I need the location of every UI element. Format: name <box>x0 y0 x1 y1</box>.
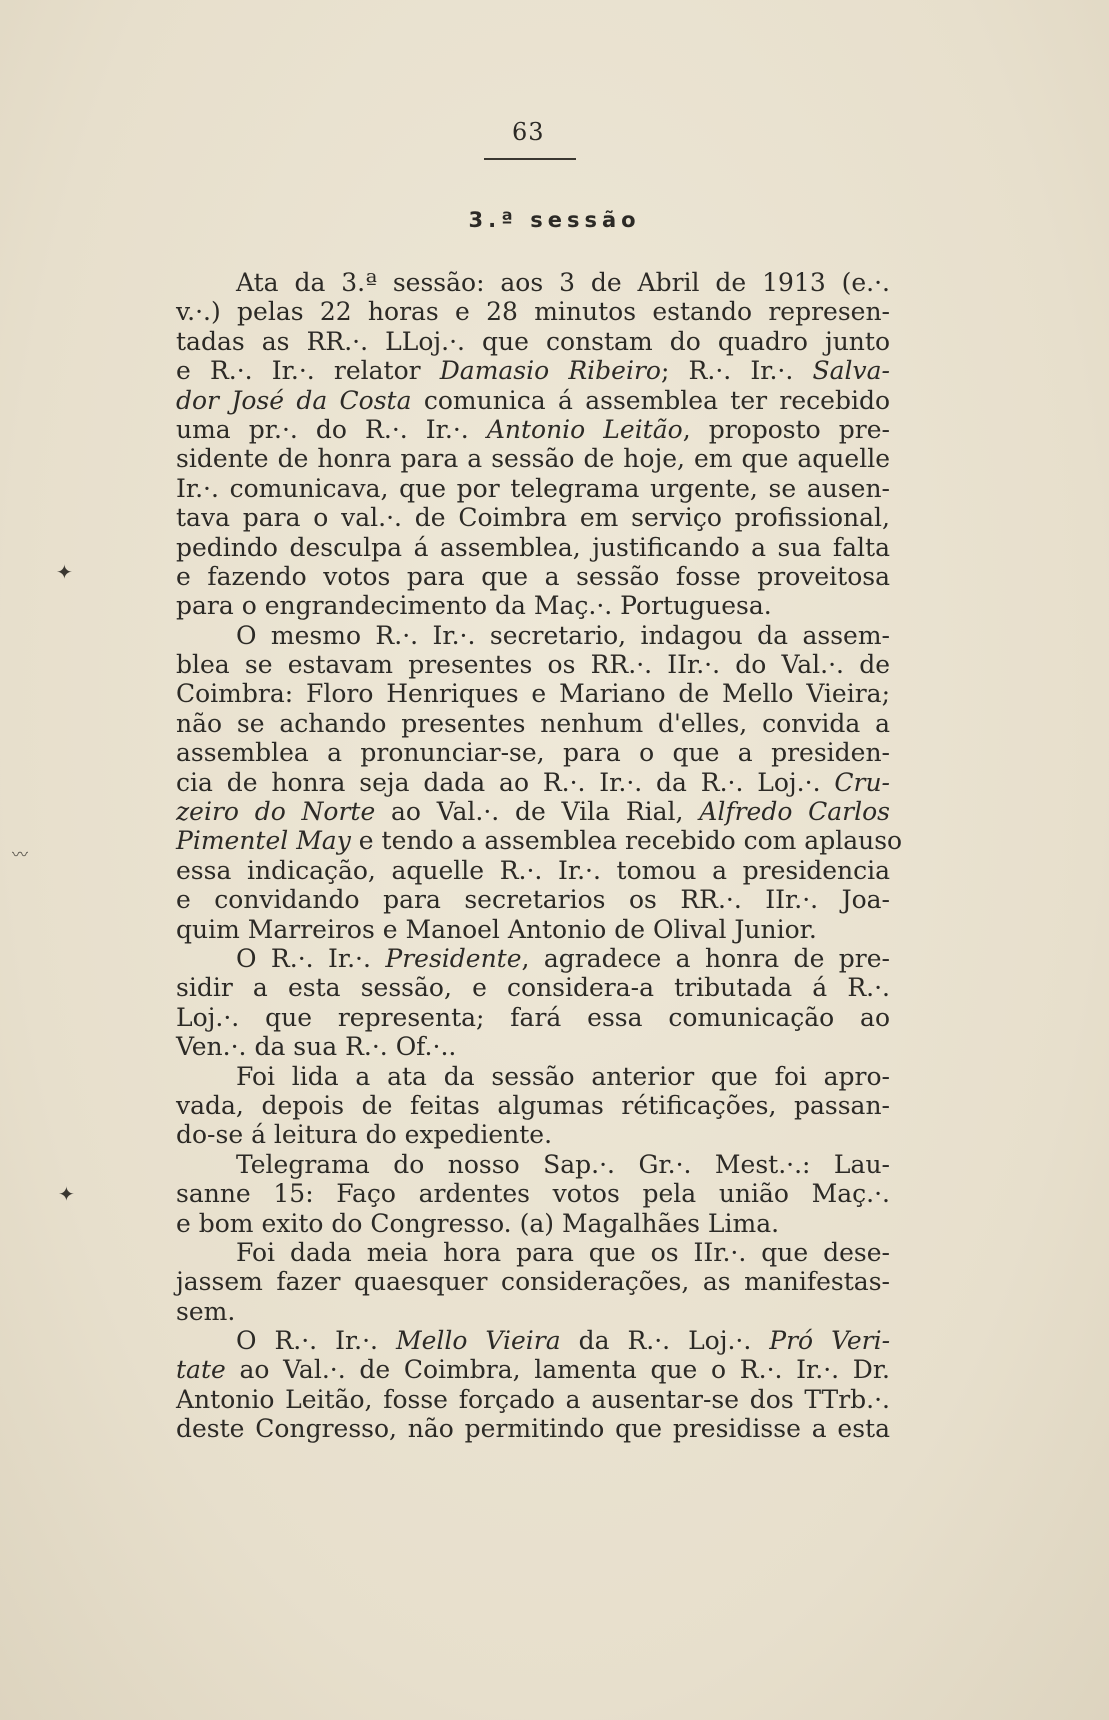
text-segment: blea se estavam presentes os RR.·. IIr.·. do Val.·. de <box>176 650 890 680</box>
text-segment: sem. <box>176 1296 236 1326</box>
text-line <box>176 327 890 356</box>
text-segment: comunica á assemblea ter recebido <box>411 385 890 415</box>
text-line <box>176 973 890 1002</box>
body-text <box>176 268 903 1444</box>
text-line <box>176 533 890 562</box>
text-line <box>176 503 890 532</box>
text-segment: , proposto pre- <box>682 414 890 444</box>
text-line <box>176 709 890 738</box>
italic-name: Presidente <box>385 943 522 973</box>
text-segment: O mesmo R.·. Ir.·. secretario, indagou da assem- <box>236 620 890 650</box>
margin-mark-1: ✦ <box>56 560 73 584</box>
text-line <box>176 591 890 620</box>
text-line <box>176 650 890 679</box>
text-line <box>176 1150 890 1179</box>
page-number: 63 <box>512 118 545 146</box>
text-line <box>176 1326 890 1355</box>
text-line <box>176 1297 890 1326</box>
text-line <box>176 1062 890 1091</box>
text-line <box>176 1120 890 1149</box>
text-line <box>176 1003 890 1032</box>
text-segment: sanne 15: Faço ardentes votos pela união Maç.·. <box>176 1179 890 1209</box>
text-segment: ao Val.·. de Coimbra, lamenta que o R.·. Ir.·. Dr. <box>225 1355 890 1385</box>
text-segment: Foi lida a ata da sessão anterior que foi apro- <box>236 1061 890 1091</box>
italic-name: Antonio Leitão <box>486 414 683 444</box>
text-segment: Telegrama do nosso Sap.·. Gr.·. Mest.·.: Lau- <box>236 1149 890 1179</box>
text-segment: não se achando presentes nenhum d'elles, convida a <box>176 708 890 738</box>
text-segment: ; R.·. Ir.·. <box>660 356 813 386</box>
text-line <box>176 297 890 326</box>
text-line <box>176 856 890 885</box>
text-line <box>176 679 890 708</box>
text-segment: uma pr.·. do R.·. Ir.·. <box>176 414 487 444</box>
text-line <box>176 1179 890 1208</box>
text-segment: sidente de honra para a sessão de hoje, em que aquelle <box>176 444 890 474</box>
text-segment: e bom exito do Congresso. (a) Magalhães Lima. <box>176 1208 780 1238</box>
text-segment: jassem fazer quaesquer considerações, as manifestas- <box>176 1267 890 1297</box>
text-segment: vada, depois de feitas algumas rétificações, passan- <box>176 1090 890 1120</box>
text-line <box>176 1385 890 1414</box>
italic-name: Salva- <box>812 356 890 386</box>
text-segment: Ata da 3.ª sessão: aos 3 de Abril de 1913 (e.·. <box>236 268 890 297</box>
text-line <box>176 562 890 591</box>
page-number-rule <box>484 158 576 160</box>
text-segment: O R.·. Ir.·. <box>236 943 386 973</box>
text-line <box>176 915 890 944</box>
text-segment: deste Congresso, não permitindo que presidisse a esta <box>176 1414 890 1444</box>
italic-name: zeiro do Norte <box>176 797 376 827</box>
text-segment: Ven.·. da sua R.·. Of.·.. <box>176 1032 457 1062</box>
text-segment: e fazendo votos para que a sessão fosse proveitosa <box>176 561 890 591</box>
text-line <box>176 621 890 650</box>
text-segment: tadas as RR.·. LLoj.·. que constam do quadro junto <box>176 326 890 356</box>
italic-name: Alfredo Carlos <box>699 797 890 827</box>
text-line <box>176 1355 890 1384</box>
text-line <box>176 1032 890 1061</box>
text-segment: cia de honra seja dada ao R.·. Ir.·. da R.·. Loj.·. <box>176 767 835 797</box>
text-line <box>176 1414 890 1443</box>
italic-name: tate <box>176 1355 226 1385</box>
text-line <box>176 944 890 973</box>
text-line <box>176 738 890 767</box>
text-segment: da R.·. Loj.·. <box>560 1326 770 1356</box>
text-line <box>176 885 890 914</box>
text-line <box>176 1267 890 1296</box>
text-line <box>176 768 890 797</box>
italic-name: Pimentel May <box>176 826 351 856</box>
text-segment: Ir.·. comunicava, que por telegrama urgente, se ausen- <box>176 473 890 503</box>
text-segment: para o engrandecimento da Maç.·. Portuguesa. <box>176 591 772 621</box>
text-segment: O R.·. Ir.·. <box>236 1326 396 1356</box>
text-segment: tava para o val.·. de Coimbra em serviço profissional, <box>176 503 890 533</box>
text-segment: Loj.·. que representa; fará essa comunicação ao <box>176 1002 890 1032</box>
text-line <box>176 1091 890 1120</box>
text-segment: assemblea a pronunciar-se, para o que a presiden- <box>176 738 890 768</box>
text-line <box>176 826 903 856</box>
text-line <box>176 356 890 385</box>
text-segment: e tendo a assemblea recebido com aplauso <box>350 826 903 856</box>
text-segment: e convidando para secretarios os RR.·. IIr.·. Joa- <box>176 885 890 915</box>
text-line <box>176 1209 890 1238</box>
text-segment: essa indicação, aquelle R.·. Ir.·. tomou a presidencia <box>176 855 890 885</box>
italic-name: Cru- <box>834 767 890 797</box>
text-segment: Antonio Leitão, fosse forçado a ausentar-se dos TTrb.·. <box>176 1384 890 1414</box>
text-line <box>176 444 890 473</box>
text-line <box>176 1238 890 1267</box>
text-segment: v.·.) pelas 22 horas e 28 minutos estando represen- <box>176 297 890 327</box>
section-title: 3.ª sessão <box>468 208 641 232</box>
text-segment: pedindo desculpa á assemblea, justificando a sua falta <box>176 532 890 562</box>
text-line <box>176 268 890 297</box>
text-segment: Coimbra: Floro Henriques e Mariano de Mello Vieira; <box>176 679 890 709</box>
text-line <box>176 386 890 415</box>
text-line <box>176 474 890 503</box>
italic-name: Damasio Ribeiro <box>439 356 661 386</box>
text-segment: ao Val.·. de Vila Rial, <box>375 797 700 827</box>
text-segment: Foi dada meia hora para que os IIr.·. que dese- <box>236 1237 890 1267</box>
text-segment: do-se á leitura do expediente. <box>176 1120 553 1150</box>
text-segment: sidir a esta sessão, e considera-a tributada á R.·. <box>176 973 890 1003</box>
italic-name: Pró Veri- <box>769 1326 891 1356</box>
italic-name: dor José da Costa <box>176 385 412 415</box>
text-segment: e R.·. Ir.·. relator <box>176 356 440 386</box>
text-line <box>176 415 890 444</box>
text-segment: , agradece a honra de pre- <box>521 943 890 973</box>
margin-mark-2: 〰 <box>12 845 29 864</box>
text-line <box>176 797 890 826</box>
margin-mark-3: ✦ <box>58 1182 75 1206</box>
text-segment: quim Marreiros e Manoel Antonio de Olival Junior. <box>176 914 817 944</box>
italic-name: Mello Vieira <box>395 1326 561 1356</box>
